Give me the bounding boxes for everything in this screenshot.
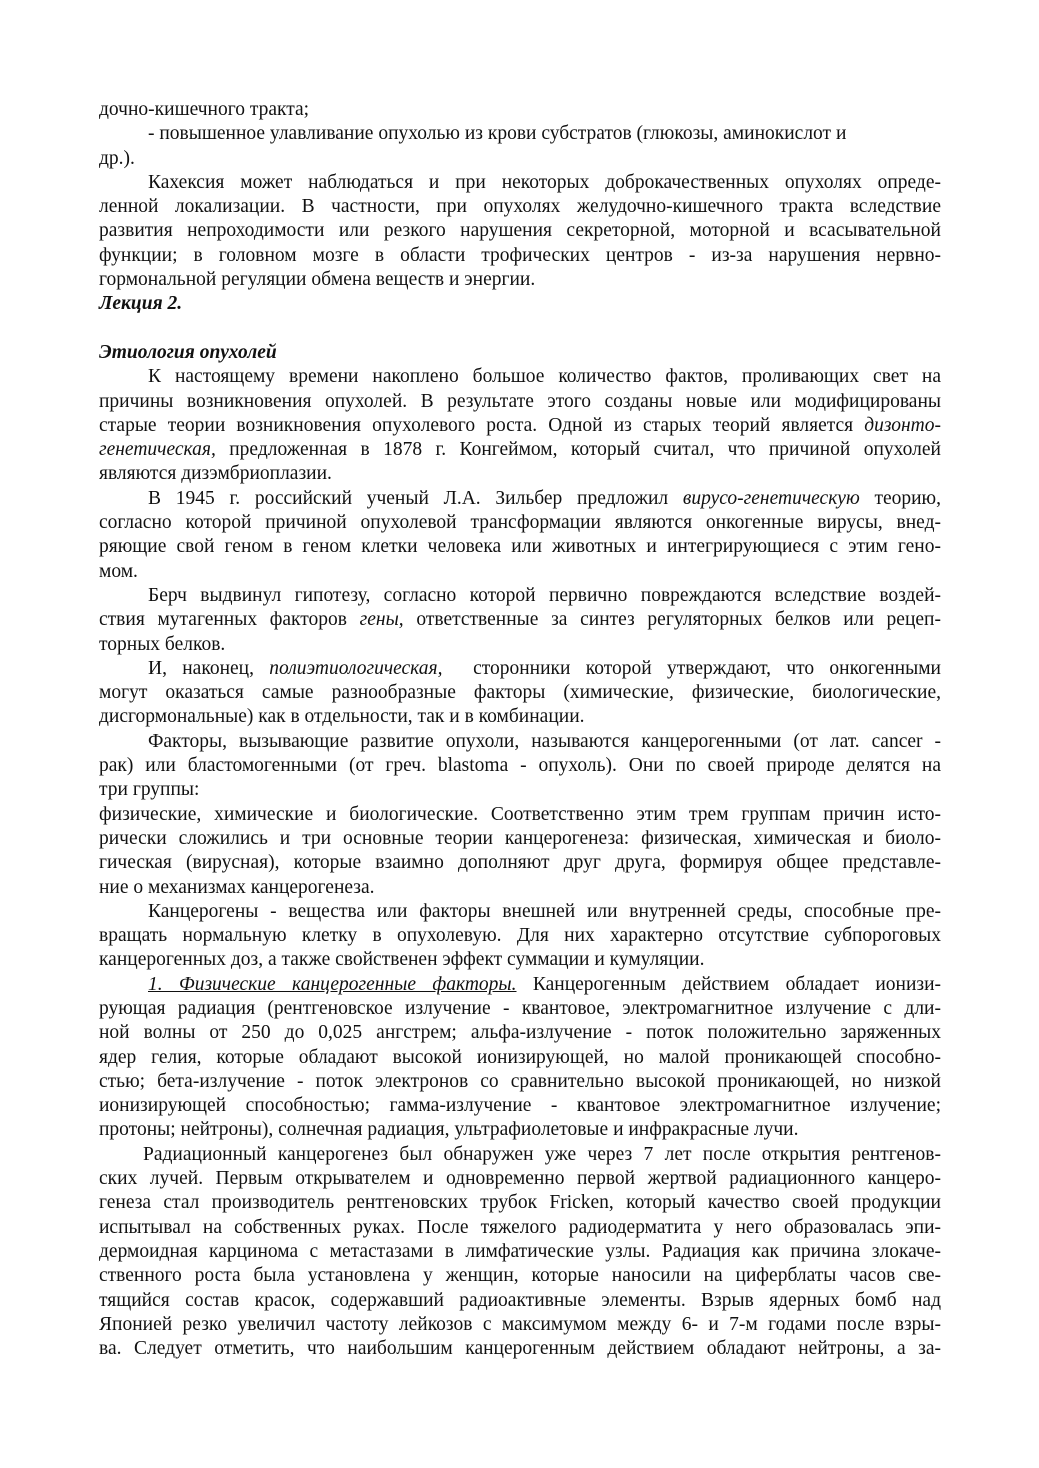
italic-term: гены, — [359, 609, 404, 631]
paragraph-line: генеза стал производитель рентгеновских трубок Fricken, который качество своей продукции — [99, 1192, 941, 1214]
italic-term: дизонто- — [864, 414, 941, 436]
paragraph-line: рак) или бластомогенными (от греч. blastoma - опухоль). Они по своей природе делятся на — [99, 755, 941, 777]
paragraph-line: развития непроходимости или резкого нарушения секреторной, моторной и всасывательной — [99, 220, 941, 242]
text-run: сторонники которой утверждают, что онкогенными — [442, 657, 941, 679]
text-run: Канцерогенным действием обладает ионизи- — [516, 973, 941, 995]
blank-line — [99, 317, 941, 341]
paragraph-line: рующая радиация (рентгеновское излучение - квантовое, электромагнитное излучение с дли- — [99, 997, 941, 1019]
paragraph-line: Берч выдвинул гипотезу, согласно которой первично повреждаются вследствие воздей- — [148, 584, 941, 606]
section-heading: Этиология опухолей — [99, 341, 277, 363]
paragraph-line: гормональной регуляции обмена веществ и энергии. — [99, 269, 536, 291]
paragraph-line: испытывал на собственных руках. После тяжелого радиодерматита у него образовалась эпи- — [99, 1216, 941, 1238]
paragraph-line: мом. — [99, 560, 138, 582]
paragraph-line: стью; бета-излучение - поток электронов со сравнительно высокой проникающей, но низкой — [99, 1070, 941, 1092]
paragraph-line: торных белков. — [99, 633, 226, 655]
paragraph-line: согласно которой причиной опухолевой трансформации являются онкогенные вирусы, внед- — [99, 512, 941, 534]
italic-term: вирусо-генетическую — [682, 487, 860, 509]
text-run: ствия мутагенных факторов — [99, 609, 360, 631]
paragraph-line — [99, 487, 941, 511]
text-run: ответственные за синтез регуляторных белков или рецеп- — [403, 609, 941, 631]
paragraph-line: ственного роста была установлена у женщин, которые наносили на циферблаты часов све- — [99, 1265, 941, 1287]
text-run: предложенная в 1878 г. Конгеймом, который считал, что причиной опухолей — [215, 439, 941, 461]
text-run: старые теории возникновения опухолевого роста. Одной из старых теорий является — [99, 414, 865, 436]
paragraph-line: ной волны от 250 до 0,025 ангстрем; альфа-излучение - поток положительно заряженных — [99, 1022, 941, 1044]
text-line: дочно-кишечного тракта; — [99, 99, 310, 120]
subsection-heading: 1. Физические канцерогенные факторы. — [148, 973, 517, 995]
italic-term: полиэтиологическая, — [269, 657, 443, 679]
paragraph-line — [99, 608, 941, 632]
paragraph-line: канцерогенных доз, а также свойственен эффект суммации и кумуляции. — [99, 949, 705, 971]
paragraph-line: Радиационный канцерогенез был обнаружен уже через 7 лет после открытия рентгенов- — [143, 1143, 941, 1165]
italic-term: генетическая, — [99, 439, 216, 461]
paragraph-line: дисгормональные) как в отдельности, так и в комбинации. — [99, 706, 585, 728]
paragraph-line: протоны; нейтроны), солнечная радиация, ультрафиолетовые и инфракрасные лучи. — [99, 1119, 799, 1141]
paragraph-line: Японией резко увеличил частоту лейкозов с максимумом между 6- и 7-м годами после взры- — [99, 1313, 941, 1335]
paragraph-line: Кахексия может наблюдаться и при некоторых доброкачественных опухолях опреде- — [148, 171, 941, 193]
paragraph-line: тящийся состав красок, содержавший радиоактивные элементы. Взрыв ядерных бомб над — [99, 1289, 941, 1311]
paragraph-line: являются дизэмбриоплазии. — [99, 463, 332, 485]
paragraph-line: ние о механизмах канцерогенеза. — [99, 876, 375, 898]
text-line: др.). — [99, 147, 135, 169]
paragraph-line: ских лучей. Первым открывателем и одновременно первой жертвой радиационного канцеро- — [99, 1168, 941, 1190]
paragraph-line — [99, 414, 941, 438]
paragraph-line: могут оказаться самые разнообразные факторы (химические, физические, биологические, — [99, 682, 941, 704]
paragraph-line: ионизирующей способностью; гамма-излучение - квантовое электромагнитное излучение; — [99, 1095, 941, 1117]
paragraph-line — [99, 438, 941, 462]
document-page — [99, 98, 941, 1361]
paragraph-line: физические, химические и биологические. Соответственно этим трем группам причин исто- — [99, 803, 941, 825]
paragraph-line: ядер гелия, которые обладают высокой ионизирующей, но малой проникающей способно- — [99, 1046, 941, 1068]
paragraph-line: Факторы, вызывающие развитие опухоли, называются канцерогенными (от лат. cancer - — [148, 730, 941, 752]
paragraph-line: Канцерогены - вещества или факторы внешней или внутренней среды, способные пре- — [148, 900, 941, 922]
paragraph-line: ленной локализации. В частности, при опухолях желудочно-кишечного тракта вследствие — [99, 196, 941, 218]
paragraph-line: три группы: — [99, 779, 200, 801]
paragraph-line: дермоидная карцинома с метастазами в лимфатические узлы. Радиация как причина злокаче- — [99, 1240, 941, 1262]
paragraph-line: функции; в головном мозге в области трофических центров - из-за нарушения нервно- — [99, 244, 941, 266]
text-run: И, наконец, — [148, 657, 270, 679]
paragraph-line — [99, 973, 941, 997]
paragraph-line: рически сложились и три основные теории канцерогенеза: физическая, химическая и биоло- — [99, 827, 941, 849]
paragraph-line: К настоящему времени накоплено большое количество фактов, проливающих свет на — [148, 366, 941, 388]
lecture-heading: Лекция 2. — [99, 293, 183, 315]
list-item: - повышенное улавливание опухолью из крови субстратов (глюкозы, аминокислот и — [148, 123, 847, 145]
paragraph-line — [99, 657, 941, 681]
text-run: теорию, — [859, 487, 941, 509]
paragraph-line: вращать нормальную клетку в опухолевую. Для них характерно отсутствие субпороговых — [99, 925, 941, 947]
paragraph-line: ва. Следует отметить, что наибольшим канцерогенным действием обладают нейтроны, а за- — [99, 1338, 941, 1360]
paragraph-line: гическая (вирусная), которые взаимно дополняют друг друга, формируя общее представле- — [99, 852, 941, 874]
paragraph-line: ряющие свой геном в геном клетки человека или животных и интегрирующиеся с этим гено- — [99, 536, 941, 558]
text-run: В 1945 г. российский ученый Л.А. Зильбер предложил — [148, 487, 683, 509]
paragraph-line: причины возникновения опухолей. В результате этого созданы новые или модифицированы — [99, 390, 941, 412]
